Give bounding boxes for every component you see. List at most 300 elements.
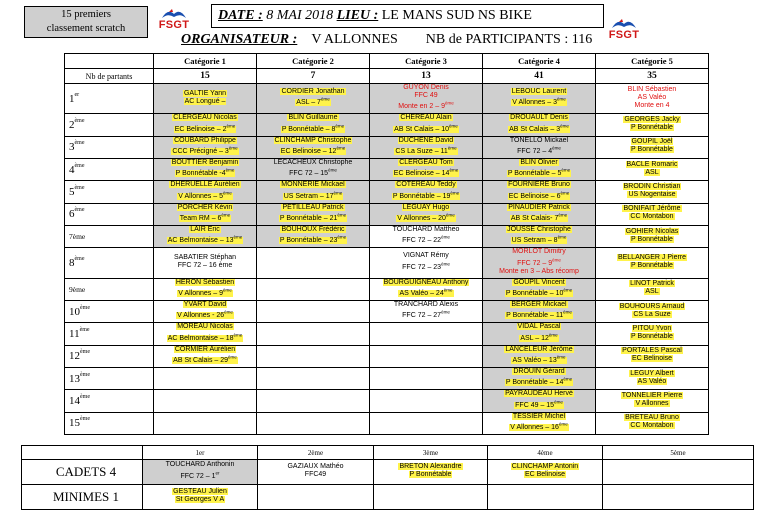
rider-text: CC Montabon [630,422,674,430]
result-cell [257,203,370,225]
rider-entry [622,205,681,221]
rider-entry [166,461,235,480]
rider-text: PAYRAUDEAU Hervé [505,390,573,398]
rider-text: P Bonnétable [631,146,673,154]
result-cell [257,412,370,434]
rider-name [274,159,353,167]
result-cell [483,84,596,114]
place-label [65,225,154,247]
rider-name [172,346,238,354]
rider-club-rank [617,262,687,270]
rider-club-rank [628,94,677,102]
partants-row [65,69,709,84]
rider-text: FFC 72 – 22ème [402,234,450,245]
rider-name [511,463,579,471]
result-cell [154,225,257,247]
rider-entry [396,204,455,223]
rider-name [499,248,579,256]
rider-club-rank [506,234,572,245]
rider-text: TRANCHARD Alexis [393,300,459,308]
place-label [65,248,154,278]
rider-club-rank [393,167,459,178]
result-cell [370,345,483,367]
rider-text: FFC 72 – 23ème [402,261,450,271]
rider-name [510,137,568,145]
rider-club-rank [167,234,244,245]
rider-text: Team RM – 6ème [179,212,231,222]
place-number: 12 [69,350,80,363]
rider-text: BLIN Olivier [520,158,558,166]
place-suffix: ème [79,326,90,333]
rider-name [166,461,235,469]
rider-club-rank [394,145,457,156]
rider-name [393,226,460,234]
rider-name [174,254,236,262]
youth-result-cell [374,485,488,510]
rider-text: AB St Calais – 29ème [173,354,237,364]
rider-name [383,279,470,287]
youth-rank-header: 2ème [258,446,374,460]
rank-suffix: ème [560,123,569,129]
place-row [65,300,709,322]
rider-club-rank [280,96,345,107]
rider-name [509,413,568,421]
result-cell [370,158,483,180]
place-row [65,158,709,180]
rider-text: FFC 72 – 16 ème [177,261,233,269]
place-number: 13 [69,372,80,385]
rank-suffix: ème [563,376,573,382]
rider-text: LEBOUC Laurent [511,88,567,95]
place-number: 3 [69,141,75,154]
rider-text: V Allonnes - 26ème [177,309,233,320]
rider-name [617,254,687,262]
place-number: 14 [69,394,80,407]
rider-text: EC Belinoise [524,471,566,478]
rider-text: EC Belinoise [631,355,673,363]
rider-name [508,114,570,122]
rider-text: ASL [645,168,659,176]
scratch-note-line-2: classement scratch [46,23,126,34]
rider-name [177,204,233,212]
rider-club-rank [624,422,680,430]
rider-text: AS Valéo [637,377,667,385]
rider-text: JOUSSE Christophe [507,225,571,233]
rider-name [629,370,674,378]
result-cell [370,84,483,114]
place-row [65,114,709,136]
rider-entry [398,463,462,479]
rider-text: P Bonnétable [631,123,673,131]
rider-text: GESTEAU Julien [173,488,227,495]
rider-club-rank [176,309,234,320]
place-label [65,300,154,322]
category-header: Catégorie 5 [596,54,709,69]
result-cell [154,345,257,367]
rider-club-rank [507,167,571,178]
rider-entry [280,88,345,107]
rider-text: AS Valéo [637,93,667,101]
result-cell [154,136,257,158]
rank-suffix: ème [552,257,561,263]
rider-text: GEORGES Jacky [624,115,680,123]
rider-entry [174,254,236,270]
rider-text: FFC 49 [414,92,438,99]
place-number: 15 [69,417,80,430]
rider-entry [167,323,244,342]
result-cell [370,136,483,158]
category-header-row [65,54,709,69]
place-row [65,278,709,300]
result-cell [257,278,370,300]
rider-name [171,159,240,167]
rider-club-rank [511,96,567,107]
category-header: Catégorie 3 [370,54,483,69]
rider-entry [507,159,571,178]
rider-text: AC Longué – [184,97,226,105]
rider-name [281,114,345,122]
place-number: 9ème [69,284,86,294]
result-cell [483,345,596,367]
rider-entry [499,248,579,275]
rider-name [517,323,562,331]
rider-text: GAZIAUX Mathéo [287,463,344,470]
result-cell [483,158,596,180]
rider-text: HERON Sébastien [175,278,235,286]
result-cell [257,181,370,203]
place-row [65,412,709,434]
rider-club-rank [279,212,347,223]
rank-suffix: ème [337,234,347,240]
place-suffix: ème [80,304,90,311]
rider-club-rank [511,471,579,479]
rank-suffix: ème [333,190,343,196]
rider-name [626,161,679,169]
rider-text: VIGNAT Rémy [403,252,449,260]
rider-club-rank [398,100,453,111]
rider-entry [509,413,568,432]
results-table [64,53,709,435]
place-suffix: ème [80,349,90,356]
rider-text: V Allonnes [635,399,669,407]
rank-suffix: ème [445,212,455,218]
rider-entry [183,90,227,106]
rider-club-rank [398,92,453,100]
rider-text: PITOU Yvon [632,324,672,332]
rank-suffix: ème [556,97,566,102]
rider-text: CHEREAU Alain [400,114,452,122]
result-cell [483,225,596,247]
rider-text: MOREAU Nicolas [177,323,233,331]
rider-entry [621,347,683,363]
rider-text: AB St Calais – 10ème [394,123,458,133]
rider-text: P Bonnétable – 5ème [507,167,571,178]
rider-club-rank [280,189,345,200]
fsgt-logo-text: FSGT [158,19,190,31]
rank-suffix: ème [450,190,460,196]
rider-text: BRETON Alexandre [399,463,462,470]
rider-entry [279,204,347,223]
rider-name [625,228,680,236]
youth-result-cell [488,485,603,510]
result-cell [370,203,483,225]
place-number: 5 [69,185,75,198]
result-cell [154,367,257,389]
rider-club-rank [393,122,459,133]
lieu-label: LIEU : [336,8,379,23]
rider-text: SABATIER Stéphan [173,253,237,261]
rider-text: AB St Calais – 3ème [509,123,569,133]
rider-text: GOUPIL Joël [631,138,673,146]
rider-name [396,204,455,212]
result-cell [370,248,483,278]
result-cell [483,390,596,412]
rider-entry [393,226,460,245]
rider-club-rank [499,268,579,276]
place-suffix: ème [74,162,85,169]
rider-club-rank [175,287,235,298]
result-cell [483,412,596,434]
result-cell [154,390,257,412]
rider-name [183,90,227,98]
rider-text: CCC Précigné – 3ème [172,145,238,155]
place-row [65,390,709,412]
result-cell [483,278,596,300]
rider-entry [383,279,470,298]
rider-text: BLIN Sébastien [627,85,677,93]
rider-club-rank [398,471,462,479]
result-cell [257,323,370,345]
rider-entry [624,414,680,430]
rider-text: P Bonnétable [631,332,673,340]
rider-text: FFC 72 – 27ème [402,309,450,320]
rider-text: AC Belmontaise – 18ème [167,332,243,342]
result-cell [154,158,257,180]
rider-name [398,84,453,92]
result-cell [257,84,370,114]
place-suffix: er [74,91,80,98]
rider-entry [394,137,457,156]
result-cell [154,412,257,434]
rider-text: GALTIE Yann [183,89,227,97]
rider-name [506,226,572,234]
rider-club-rank [281,122,345,133]
rider-text: PORTALES Pascal [622,347,682,355]
rider-text: P Bonnétable [631,261,673,269]
place-number: 8 [69,256,75,269]
corner-cell [65,54,154,69]
rider-name [172,488,228,496]
rider-entry [274,137,353,156]
rider-name [630,138,674,146]
rider-club-rank [383,287,470,298]
rider-text: CORMIER Aurélien [174,345,236,353]
rank-suffix: ème [335,123,345,129]
rider-text: GUYON Denis [403,84,449,91]
rider-name [393,114,459,122]
result-cell [370,323,483,345]
rider-club-rank [621,355,683,363]
rider-text: TOUCHARD Anthonin [165,461,235,469]
youth-result-cell [258,485,374,510]
rider-text: P Bonnétable [409,471,452,478]
rider-club-rank [622,213,681,221]
rank-suffix: ème [233,332,243,338]
rider-entry [177,204,233,223]
rider-name [280,181,345,189]
youth-row [22,485,754,510]
result-cell [596,158,709,180]
result-cell [596,84,709,114]
rider-text: BERGER Mickael [511,300,567,308]
rider-club-rank [172,496,228,504]
result-cell [370,300,483,322]
rider-text: V Allonnes – 9ème [178,287,232,297]
rider-text: EC Belinoise – 12ème [280,145,346,155]
rider-text: EC Belinoise – 14ème [393,167,459,178]
place-suffix: ème [80,371,90,378]
rider-name [621,347,683,355]
youth-result-cell [488,460,603,485]
rider-text: LECACHEUX Christophe [273,158,353,166]
rider-club-rank [274,167,353,178]
rider-entry [630,325,674,341]
rider-text: CLINCHAMP Christophe [274,136,352,144]
rider-text: LEGUY Albert [630,369,674,377]
place-label [65,84,154,114]
rider-text: BOURGUIGNEAU Anthony [383,278,469,286]
rider-club-rank [174,262,236,270]
rider-text: BLIN Guillaume [288,114,338,122]
rider-entry [402,252,450,271]
rider-name [622,205,681,213]
result-cell [154,300,257,322]
rider-name [505,301,573,309]
rider-entry [629,280,675,296]
rider-text: MORLOT Dimitry [512,248,566,256]
youth-rank-header: 3ème [374,446,488,460]
rider-entry [507,181,571,200]
place-suffix: ème [74,255,85,262]
rank-suffix: ème [226,123,236,129]
partants-count: 35 [596,69,709,84]
rider-name [629,280,675,288]
rider-club-rank [274,145,353,156]
rank-suffix: ème [548,332,558,338]
date-value: 8 MAI 2018 [266,8,334,23]
rider-text: St Georges V A [175,496,225,503]
rider-name [507,159,571,167]
result-cell [596,345,709,367]
rider-entry [628,86,677,110]
rider-name [280,88,345,96]
result-cell [483,181,596,203]
rider-text: V Allonnes – 3ème [512,97,566,107]
rider-entry [505,301,573,320]
rider-name [511,88,567,96]
rider-text: BOUTTIER Benjamin [171,158,239,166]
rider-text: BONIFAIT Jérôme [623,205,681,213]
result-cell [370,181,483,203]
date-location-box [211,4,604,28]
result-cell [257,225,370,247]
youth-results-table [21,445,754,510]
rider-text: PORCHER Kévin [177,203,233,211]
rider-text: AS Valéo – 13ème [512,354,566,364]
rider-text: Monte en 2 – 9ème [398,101,454,111]
rider-club-rank [177,212,233,223]
result-cell [257,136,370,158]
rank-suffix: ème [222,190,232,196]
rider-name [505,279,573,287]
rider-text: FOURNIERE Bruno [508,181,570,189]
rider-name [504,390,574,398]
place-label [65,158,154,180]
rider-club-rank [396,212,455,223]
rider-text: FFC49 [304,471,327,478]
rider-text: CLERGEAU Nicolas [173,114,237,122]
rider-text: DUCHENE David [398,136,454,144]
partants-count: 7 [257,69,370,84]
rider-entry [511,88,567,107]
rider-entry [393,114,459,133]
rider-text: CLERGEAU Tom [399,158,453,166]
rider-club-rank [621,400,684,408]
rider-club-rank [166,469,235,480]
rider-text: P Bonnétable – 11ème [506,309,572,320]
rider-club-rank [630,333,674,341]
partants-count: 15 [154,69,257,84]
rider-club-rank [287,471,343,479]
rider-text: DROUIN Gérard [513,367,565,375]
place-suffix: ème [74,207,85,214]
rider-text: BRODIN Christian [623,182,681,190]
result-cell [483,114,596,136]
result-cell [154,323,257,345]
rider-text: EC Belinoise – 2ème [174,123,236,133]
rank-suffix: ème [320,97,330,102]
rider-entry [392,181,460,200]
rider-entry [623,183,682,199]
place-label [65,390,154,412]
rider-club-rank [499,256,579,267]
result-cell [370,278,483,300]
result-cell [370,225,483,247]
rider-entry [175,279,235,298]
rider-entry [621,392,684,408]
youth-rank-header: 4ème [488,446,603,460]
rider-text: V Allonnes – 5ème [178,190,232,200]
result-cell [257,300,370,322]
rider-club-rank [629,288,675,296]
rider-club-rank [623,191,682,199]
rider-text: TOUCHARD Mattheo [392,225,460,233]
rider-text: MONNERIE Mickael [281,181,345,189]
rank-suffix: ème [558,421,568,427]
rider-text: COUBARD Philippe [174,136,236,144]
result-cell [370,367,483,389]
youth-rank-header: 1er [143,446,258,460]
place-label [65,203,154,225]
rider-entry [623,116,680,132]
rider-name [398,463,462,471]
rider-entry [172,346,238,365]
place-row [65,345,709,367]
rank-suffix: ème [558,212,568,218]
rider-text: LINOT Patrick [630,280,674,288]
rider-text: FFC 72 – 15ème [289,167,337,178]
result-cell [370,390,483,412]
